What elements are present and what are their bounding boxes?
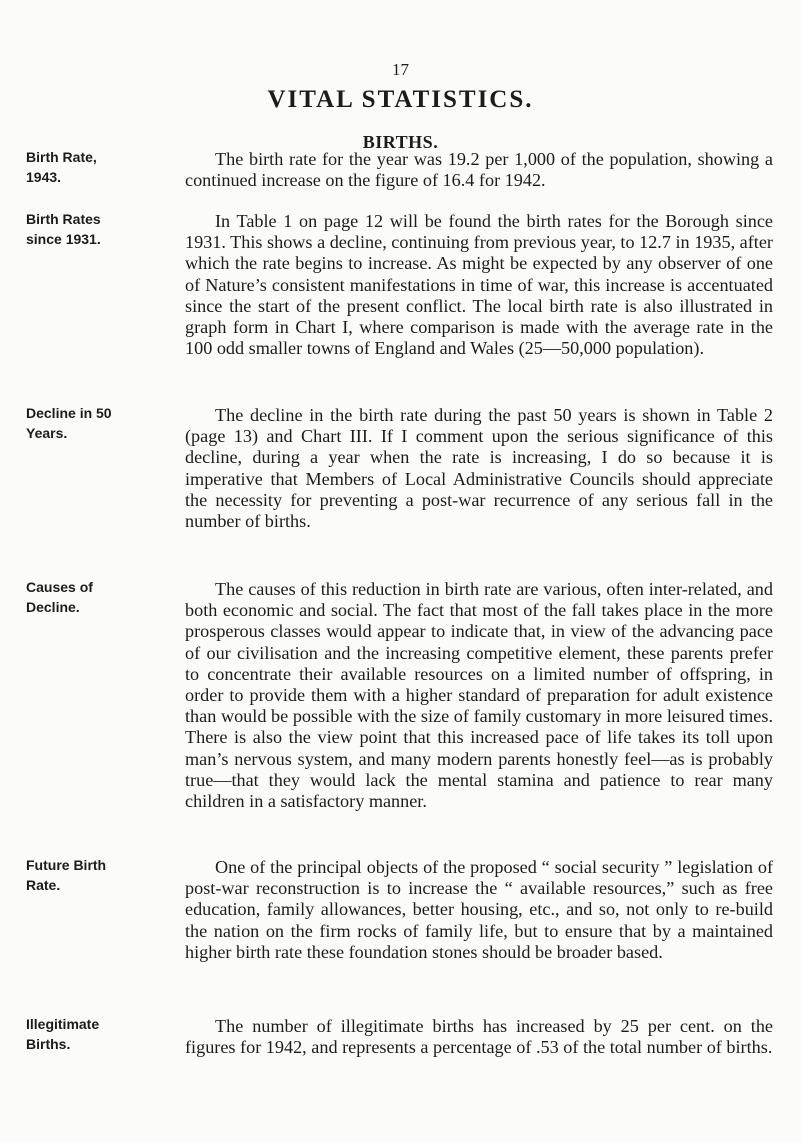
paragraph-birth-rate-1943: The birth rate for the year was 19.2 per 1,000 of the population, showing a continued increase on the figure of 16.4 for 1942. [185,149,773,191]
margin-note-birth-rates-since-1931: Birth Rates since 1931. [26,211,101,247]
paragraph-decline-in-50-years: The decline in the birth rate during the past 50 years is shown in Table 2 (page 13) and Chart III. If I comment upon the serious significance of this decline, during a year when the rate is increasing, I do so because it is imperative that Members of Local Administrative Councils should appreciate the necessity for preventing a post-war recurrence of any serious fall in the number of births. [185,405,773,532]
page-number: 17 [392,60,409,79]
paragraph-future-birth-rate: One of the principal objects of the proposed “ social security ” legislation of post-war reconstruction is to increase the “ available resources,” such as free education, family allowances, better housing, etc., and so, not only to re-build the nation on the firm rocks of family life, but to ensure that by a maintained higher birth rate these foundation stones should be broader based. [185,857,773,962]
margin-note-decline-in-50-years: Decline in 50 Years. [26,405,112,441]
margin-note-birth-rate-1943: Birth Rate, 1943. [26,149,97,185]
page-title: VITAL STATISTICS. [267,86,534,113]
paragraph-causes-of-decline: The causes of this reduction in birth rate are various, often inter-related, and both economic and social. The fact that most of the fall takes place in the more prosperous classes would appear to indicate that, in view of the advancing pace of our civilisation and the increasing competitive element, these parents prefer to concentrate their available resources on a limited number of offspring, in order to provide them with a higher standard of preparation for adult existence than would be possible with the size of family customary in more leisured times. There is also the view point that this increased pace of life takes its toll upon man’s nervous system, and many modern parents honestly feel—as is probably true—that they would lack the mental stamina and patience to rear many children in a satisfactory manner. [185,579,773,812]
section-title: BIRTHS. [362,132,439,152]
margin-note-future-birth-rate: Future Birth Rate. [26,857,107,893]
paragraph-illegitimate-births: The number of illegitimate births has increased by 25 per cent. on the figures for 1942, and represents a percentage of .53 of the total number of births. [185,1016,773,1058]
margin-note-illegitimate-births: Illegitimate Births. [26,1016,100,1052]
paragraph-birth-rates-since-1931: In Table 1 on page 12 will be found the birth rates for the Borough since 1931. This shows a decline, continuing from previous year, to 12.7 in 1935, after which the rate begins to increase. As might be expected by any observer of one of Nature’s consistent manifestations in time of war, this increase is accentuated since the start of the present conflict. The local birth rate is also illustrated in graph form in Chart I, where comparison is made with the average rate in the 100 odd smaller towns of England and Wales (25—50,000 population). [185,211,773,359]
margin-note-causes-of-decline: Causes of Decline. [26,579,93,615]
